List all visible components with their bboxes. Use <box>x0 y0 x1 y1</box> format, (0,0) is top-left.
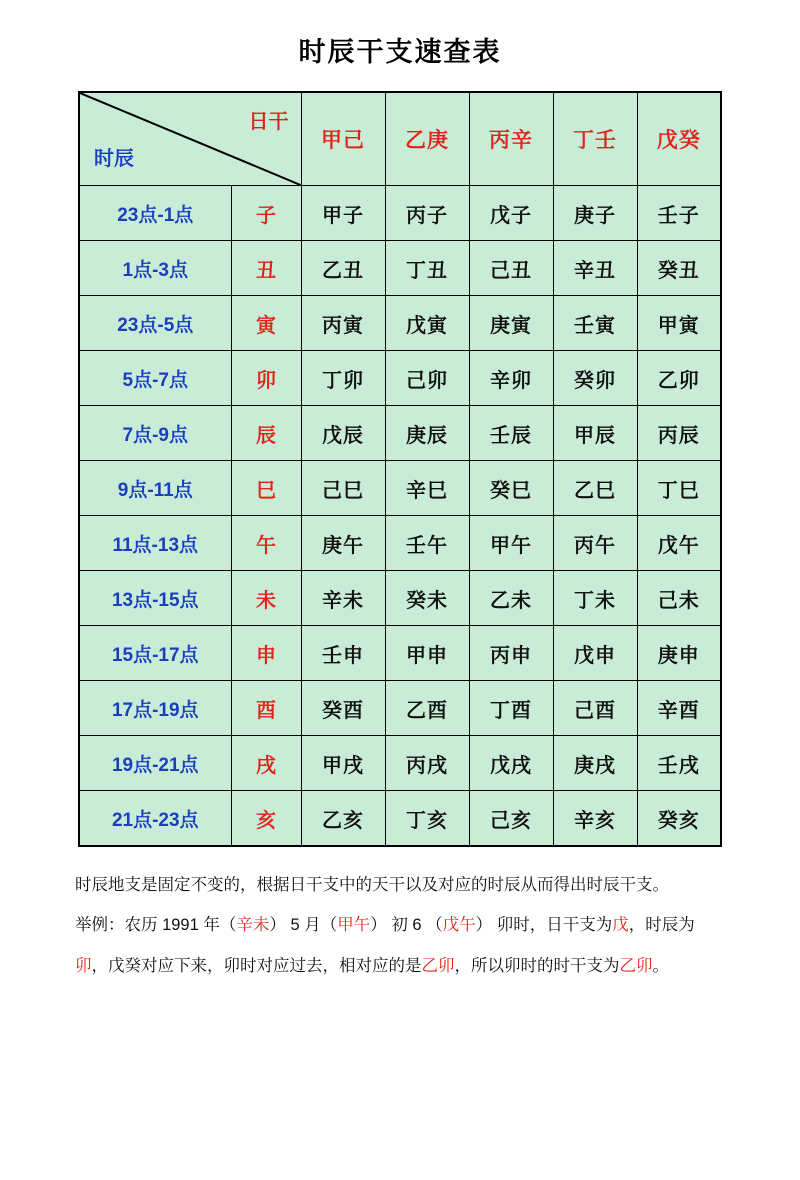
cell-ganzhi: 甲戌 <box>301 736 385 791</box>
row-time-range: 7点-9点 <box>79 406 231 461</box>
cell-ganzhi: 甲子 <box>301 186 385 241</box>
ganzhi-lookup-table <box>78 91 722 847</box>
example-seg-8: 。 <box>652 956 669 975</box>
row-zhi: 丑 <box>231 241 301 296</box>
cell-ganzhi: 丙子 <box>385 186 469 241</box>
row-time-range: 15点-17点 <box>79 626 231 681</box>
cell-ganzhi: 甲午 <box>469 516 553 571</box>
cell-ganzhi: 丁酉 <box>469 681 553 736</box>
row-time-range: 9点-11点 <box>79 461 231 516</box>
note-paragraph: 时辰地支是固定不变的，根据日干支中的天干以及对应的时辰从而得出时辰干支。 <box>75 876 669 894</box>
example-seg-2: ） 5 月（ <box>269 916 338 935</box>
cell-ganzhi: 丙戌 <box>385 736 469 791</box>
cell-ganzhi: 己巳 <box>301 461 385 516</box>
row-zhi: 寅 <box>231 296 301 351</box>
cell-ganzhi: 乙丑 <box>301 241 385 296</box>
cell-ganzhi: 戊寅 <box>385 296 469 351</box>
cell-ganzhi: 己酉 <box>553 681 637 736</box>
column-header-gan-3: 丙辛 <box>469 92 553 186</box>
cell-ganzhi: 壬申 <box>301 626 385 681</box>
cell-ganzhi: 己未 <box>637 571 721 626</box>
cell-ganzhi: 辛酉 <box>637 681 721 736</box>
notes-section <box>75 865 725 986</box>
row-time-range: 11点-13点 <box>79 516 231 571</box>
cell-ganzhi: 甲辰 <box>553 406 637 461</box>
table-container <box>0 91 800 847</box>
table-row <box>79 186 721 241</box>
cell-ganzhi: 甲申 <box>385 626 469 681</box>
column-header-gan-5: 戊癸 <box>637 92 721 186</box>
row-zhi: 子 <box>231 186 301 241</box>
cell-ganzhi: 乙酉 <box>385 681 469 736</box>
column-header-gan-1: 甲己 <box>301 92 385 186</box>
example-red-7: 乙卯 <box>619 956 653 975</box>
cell-ganzhi: 乙亥 <box>301 791 385 847</box>
cell-ganzhi: 乙巳 <box>553 461 637 516</box>
cell-ganzhi: 庚辰 <box>385 406 469 461</box>
cell-ganzhi: 丁丑 <box>385 241 469 296</box>
cell-ganzhi: 己亥 <box>469 791 553 847</box>
cell-ganzhi: 壬子 <box>637 186 721 241</box>
cell-ganzhi: 乙卯 <box>637 351 721 406</box>
row-zhi: 戌 <box>231 736 301 791</box>
table-row <box>79 351 721 406</box>
cell-ganzhi: 丁未 <box>553 571 637 626</box>
column-header-gan-2: 乙庚 <box>385 92 469 186</box>
cell-ganzhi: 庚寅 <box>469 296 553 351</box>
cell-ganzhi: 庚午 <box>301 516 385 571</box>
row-zhi: 未 <box>231 571 301 626</box>
table-row <box>79 571 721 626</box>
example-red-5: 卯 <box>75 956 92 975</box>
cell-ganzhi: 戊午 <box>637 516 721 571</box>
cell-ganzhi: 癸卯 <box>553 351 637 406</box>
cell-ganzhi: 壬戌 <box>637 736 721 791</box>
header-label-shichen: 时辰 <box>94 148 134 170</box>
cell-ganzhi: 己卯 <box>385 351 469 406</box>
cell-ganzhi: 甲寅 <box>637 296 721 351</box>
cell-ganzhi: 乙未 <box>469 571 553 626</box>
cell-ganzhi: 癸酉 <box>301 681 385 736</box>
cell-ganzhi: 丁卯 <box>301 351 385 406</box>
example-seg-3: ） 初 6 （ <box>370 916 443 935</box>
cell-ganzhi: 庚子 <box>553 186 637 241</box>
page-title: 时辰干支速查表 <box>298 37 502 67</box>
row-zhi: 卯 <box>231 351 301 406</box>
example-seg-4: ） 卯时，日干支为 <box>475 916 613 935</box>
cell-ganzhi: 戊子 <box>469 186 553 241</box>
cell-ganzhi: 丙寅 <box>301 296 385 351</box>
table-row <box>79 461 721 516</box>
cell-ganzhi: 癸丑 <box>637 241 721 296</box>
cell-ganzhi: 丙申 <box>469 626 553 681</box>
example-seg-5: ，时辰为 <box>628 916 695 935</box>
example-paragraph <box>75 905 725 986</box>
cell-ganzhi: 己丑 <box>469 241 553 296</box>
row-time-range: 23点-1点 <box>79 186 231 241</box>
table-row <box>79 736 721 791</box>
cell-ganzhi: 丙辰 <box>637 406 721 461</box>
cell-ganzhi: 庚戌 <box>553 736 637 791</box>
row-time-range: 19点-21点 <box>79 736 231 791</box>
table-row <box>79 626 721 681</box>
example-red-6: 乙卯 <box>421 956 455 975</box>
row-time-range: 13点-15点 <box>79 571 231 626</box>
cell-ganzhi: 庚申 <box>637 626 721 681</box>
example-red-1: 辛未 <box>236 916 270 935</box>
cell-ganzhi: 辛卯 <box>469 351 553 406</box>
cell-ganzhi: 戊辰 <box>301 406 385 461</box>
table-row <box>79 296 721 351</box>
row-time-range: 5点-7点 <box>79 351 231 406</box>
cell-ganzhi: 壬寅 <box>553 296 637 351</box>
example-red-2: 甲午 <box>337 916 371 935</box>
row-zhi: 巳 <box>231 461 301 516</box>
cell-ganzhi: 辛巳 <box>385 461 469 516</box>
cell-ganzhi: 壬辰 <box>469 406 553 461</box>
example-red-4: 戊 <box>612 916 629 935</box>
row-zhi: 申 <box>231 626 301 681</box>
column-header-gan-4: 丁壬 <box>553 92 637 186</box>
cell-ganzhi: 丁巳 <box>637 461 721 516</box>
table-row <box>79 681 721 736</box>
table-row <box>79 241 721 296</box>
row-zhi: 亥 <box>231 791 301 847</box>
example-seg-7: ，所以卯时的时干支为 <box>454 956 620 975</box>
cell-ganzhi: 丙午 <box>553 516 637 571</box>
cell-ganzhi: 壬午 <box>385 516 469 571</box>
header-label-rigan: 日干 <box>248 111 289 133</box>
cell-ganzhi: 戊申 <box>553 626 637 681</box>
table-row <box>79 516 721 571</box>
cell-ganzhi: 癸巳 <box>469 461 553 516</box>
cell-ganzhi: 癸未 <box>385 571 469 626</box>
cell-ganzhi: 癸亥 <box>637 791 721 847</box>
table-row <box>79 791 721 847</box>
row-time-range: 17点-19点 <box>79 681 231 736</box>
row-time-range: 23点-5点 <box>79 296 231 351</box>
header-corner-cell <box>79 92 301 186</box>
row-zhi: 午 <box>231 516 301 571</box>
cell-ganzhi: 辛丑 <box>553 241 637 296</box>
cell-ganzhi: 戊戌 <box>469 736 553 791</box>
example-seg-6: ，戊癸对应下来，卯时对应过去，相对应的是 <box>91 956 422 975</box>
cell-ganzhi: 辛亥 <box>553 791 637 847</box>
row-zhi: 酉 <box>231 681 301 736</box>
cell-ganzhi: 丁亥 <box>385 791 469 847</box>
example-seg-1: 举例：农历 1991 年（ <box>75 916 237 935</box>
table-header-row <box>79 92 721 186</box>
row-time-range: 21点-23点 <box>79 791 231 847</box>
table-row <box>79 406 721 461</box>
row-time-range: 1点-3点 <box>79 241 231 296</box>
example-red-3: 戊午 <box>442 916 476 935</box>
cell-ganzhi: 辛未 <box>301 571 385 626</box>
row-zhi: 辰 <box>231 406 301 461</box>
page-root <box>0 30 800 1180</box>
